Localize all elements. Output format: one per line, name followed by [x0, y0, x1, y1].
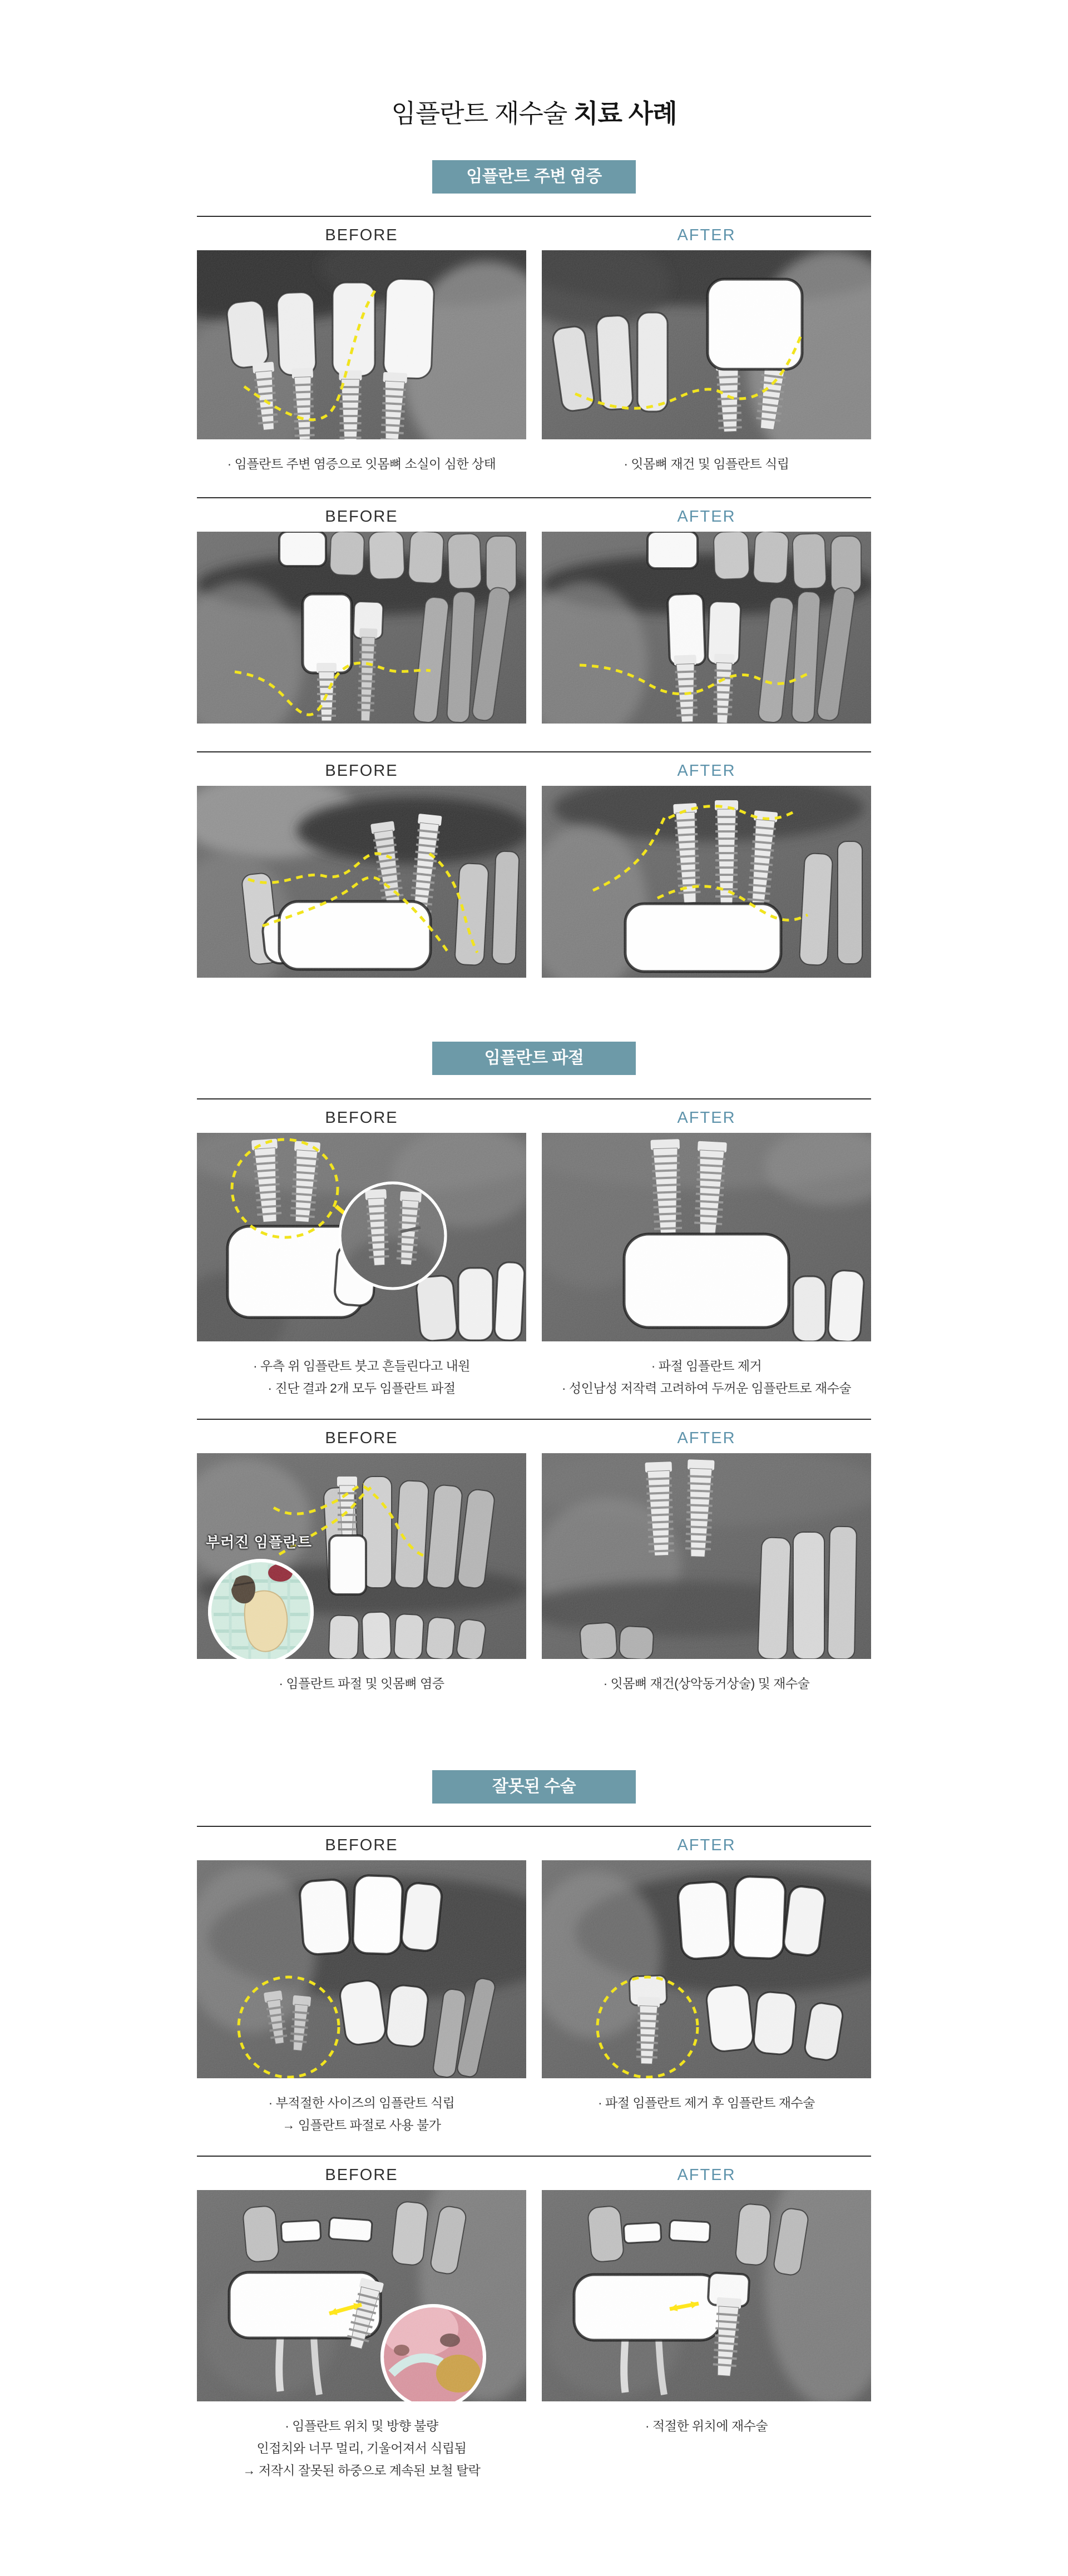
xray-pair: [197, 1453, 871, 1659]
after-caption-line: · 성인남성 저작력 고려하여 두꺼운 임플란트로 재수술: [561, 1381, 852, 1395]
before-after-labels: [197, 1836, 871, 1855]
xray-after-image: [542, 786, 871, 978]
xray-pair: [197, 250, 871, 439]
xray-after-image: [542, 1133, 871, 1341]
after-caption-column: [542, 1672, 871, 1695]
after-caption-column: [542, 2092, 871, 2136]
xray-pair: [197, 2190, 871, 2401]
xray-pair: [197, 1133, 871, 1341]
before-caption-column: [197, 453, 526, 475]
after-caption-line: · 적절한 위치에 재수술: [645, 2419, 768, 2433]
before-caption-column: [197, 1355, 526, 1399]
captions: [197, 2415, 871, 2481]
before-after-labels: [197, 507, 871, 526]
section-badge: 임플란트 주변 염증: [432, 160, 636, 194]
captions: [197, 1672, 871, 1695]
after-label: AFTER: [677, 1836, 736, 1854]
after-caption-line: · 파절 임플란트 제거 후 임플란트 재수술: [598, 2096, 815, 2110]
before-after-labels: [197, 226, 871, 245]
xray-after-image: [542, 1860, 871, 2078]
xray-pair: [197, 786, 871, 978]
page-content: [197, 0, 871, 2481]
page-title: [197, 0, 871, 128]
before-caption-column: [197, 2415, 526, 2481]
xray-before-image: [197, 1453, 526, 1659]
xray-after-image: [542, 250, 871, 439]
xray-before-image: [197, 1860, 526, 2078]
xray-pair: [197, 1860, 871, 2078]
xray-before-image: [197, 532, 526, 724]
before-label: BEFORE: [325, 1109, 398, 1127]
after-label: AFTER: [677, 1109, 736, 1127]
before-label: BEFORE: [325, 762, 398, 780]
before-after-labels: [197, 1108, 871, 1127]
captions: [197, 2092, 871, 2136]
after-label: AFTER: [677, 508, 736, 526]
before-caption-line: → 임플란트 파절로 사용 불가: [282, 2118, 441, 2132]
case-row: [197, 2156, 871, 2481]
case-sections: [197, 160, 871, 2481]
after-caption-line: · 파절 임플란트 제거: [651, 1359, 762, 1373]
xray-before-image: [197, 1133, 526, 1341]
before-label: BEFORE: [325, 226, 398, 244]
after-caption-line: · 잇몸뼈 재건 및 임플란트 식립: [624, 457, 789, 471]
xray-before-image: [197, 250, 526, 439]
after-label: AFTER: [677, 2166, 736, 2184]
xray-after-image: [542, 2190, 871, 2401]
before-caption-column: [197, 1672, 526, 1695]
page-title-regular: 임플란트 재수술: [391, 99, 567, 128]
xray-after-image: [542, 532, 871, 724]
after-label: AFTER: [677, 226, 736, 244]
before-after-labels: [197, 1429, 871, 1448]
after-label: AFTER: [677, 1429, 736, 1447]
before-label: BEFORE: [325, 1429, 398, 1447]
before-caption-line: · 임플란트 파절 및 잇몸뼈 염증: [279, 1676, 444, 1691]
case-row: [197, 1098, 871, 1419]
case-row: [197, 497, 871, 751]
before-caption-line: → 저작시 잘못된 하중으로 계속된 보철 탈락: [243, 2463, 481, 2478]
before-caption-line: · 부적절한 사이즈의 임플란트 식립: [268, 2096, 455, 2110]
before-caption-line: 인접치와 너무 멀리, 기울어져서 식립됨: [256, 2441, 467, 2455]
captions: [197, 453, 871, 475]
xray-before-image: [197, 2190, 526, 2401]
before-after-labels: [197, 2166, 871, 2184]
section-badge: 잘못된 수술: [432, 1770, 636, 1804]
before-caption-column: [197, 2092, 526, 2136]
before-label: BEFORE: [325, 2166, 398, 2184]
xray-after-image: [542, 1453, 871, 1659]
before-label: BEFORE: [325, 508, 398, 526]
before-caption-line: · 우측 위 임플란트 붓고 흔들린다고 내원: [253, 1359, 470, 1373]
after-label: AFTER: [677, 762, 736, 780]
after-caption-column: [542, 1355, 871, 1399]
before-label: BEFORE: [325, 1836, 398, 1854]
section-badge: 임플란트 파절: [432, 1042, 636, 1075]
captions: [197, 1355, 871, 1399]
xray-pair: [197, 532, 871, 724]
page-title-bold: 치료 사례: [573, 99, 677, 128]
after-caption-column: [542, 453, 871, 475]
before-caption-line: · 임플란트 주변 염증으로 잇몸뼈 소실이 심한 상태: [227, 457, 496, 471]
case-row: [197, 216, 871, 497]
case-row: [197, 1826, 871, 2156]
before-caption-line: · 임플란트 위치 및 방향 불량: [285, 2419, 438, 2433]
after-caption-column: [542, 2415, 871, 2481]
before-after-labels: [197, 761, 871, 780]
case-row: [197, 1419, 871, 1695]
before-caption-line: · 진단 결과 2개 모두 임플란트 파절: [268, 1381, 456, 1395]
broken-implant-overlay-label: 부러진 임플란트: [206, 1534, 313, 1550]
xray-before-image: [197, 786, 526, 978]
after-caption-line: · 잇몸뼈 재건(상악동거상술) 및 재수술: [603, 1676, 810, 1691]
case-row: [197, 751, 871, 978]
